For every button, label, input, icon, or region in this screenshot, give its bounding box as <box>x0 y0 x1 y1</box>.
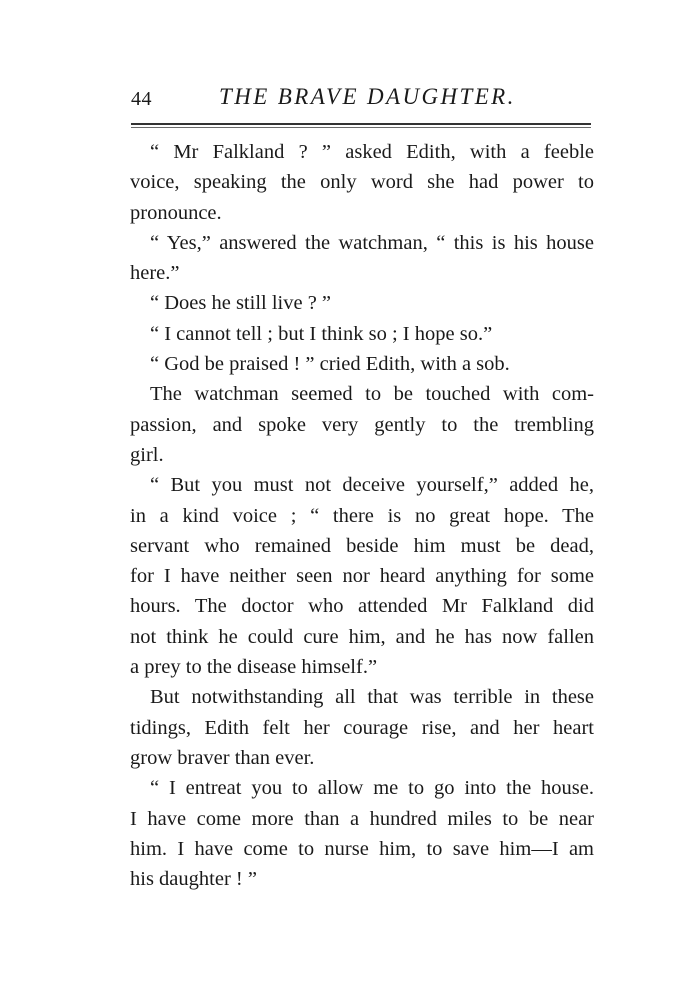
text-line: his daughter ! ” <box>130 868 257 891</box>
page-number: 44 <box>131 88 152 110</box>
text-line: I have come more than a hundred miles to be near <box>130 807 594 830</box>
text-line: tidings, Edith felt her courage rise, and her heart <box>130 716 594 739</box>
text-line: not think he could cure him, and he has now fallen <box>130 625 594 648</box>
text-line: hours. The doctor who attended Mr Falkland did <box>130 595 594 618</box>
text-line: in a kind voice ; “ there is no great hope. The <box>130 504 594 527</box>
text-line: grow braver than ever. <box>130 746 315 769</box>
text-line: But notwithstanding all that was terrible in these <box>150 686 594 709</box>
text-line: pronounce. <box>130 201 222 224</box>
text-line: voice, speaking the only word she had power to <box>130 171 594 194</box>
text-line: here.” <box>130 262 180 285</box>
header-rule-thin <box>131 127 591 128</box>
text-line: “ I cannot tell ; but I think so ; I hope so.” <box>150 322 493 345</box>
text-line: The watchman seemed to be touched with com- <box>150 383 594 406</box>
running-title: THE BRAVE DAUGHTER. <box>219 84 516 109</box>
text-line: “ Does he still live ? ” <box>150 292 332 315</box>
text-line: “ Yes,” answered the watchman, “ this is his house <box>150 231 594 254</box>
body-text <box>130 137 594 894</box>
text-line: passion, and spoke very gently to the trembling <box>130 413 594 436</box>
header-rule <box>131 123 591 125</box>
text-line: “ Mr Falkland ? ” asked Edith, with a feeble <box>150 141 594 163</box>
text-line: him. I have come to nurse him, to save him—I am <box>130 837 594 860</box>
text-line: “ I entreat you to allow me to go into the house. <box>150 777 594 800</box>
text-line: “ God be praised ! ” cried Edith, with a sob. <box>150 353 510 376</box>
text-line: for I have neither seen nor heard anything for some <box>130 565 594 588</box>
text-line: a prey to the disease himself.” <box>130 656 378 679</box>
text-line: “ But you must not deceive yourself,” added he, <box>150 474 594 497</box>
page-header <box>131 84 591 114</box>
text-line: girl. <box>130 443 164 466</box>
text-line: servant who remained beside him must be dead, <box>130 534 594 557</box>
